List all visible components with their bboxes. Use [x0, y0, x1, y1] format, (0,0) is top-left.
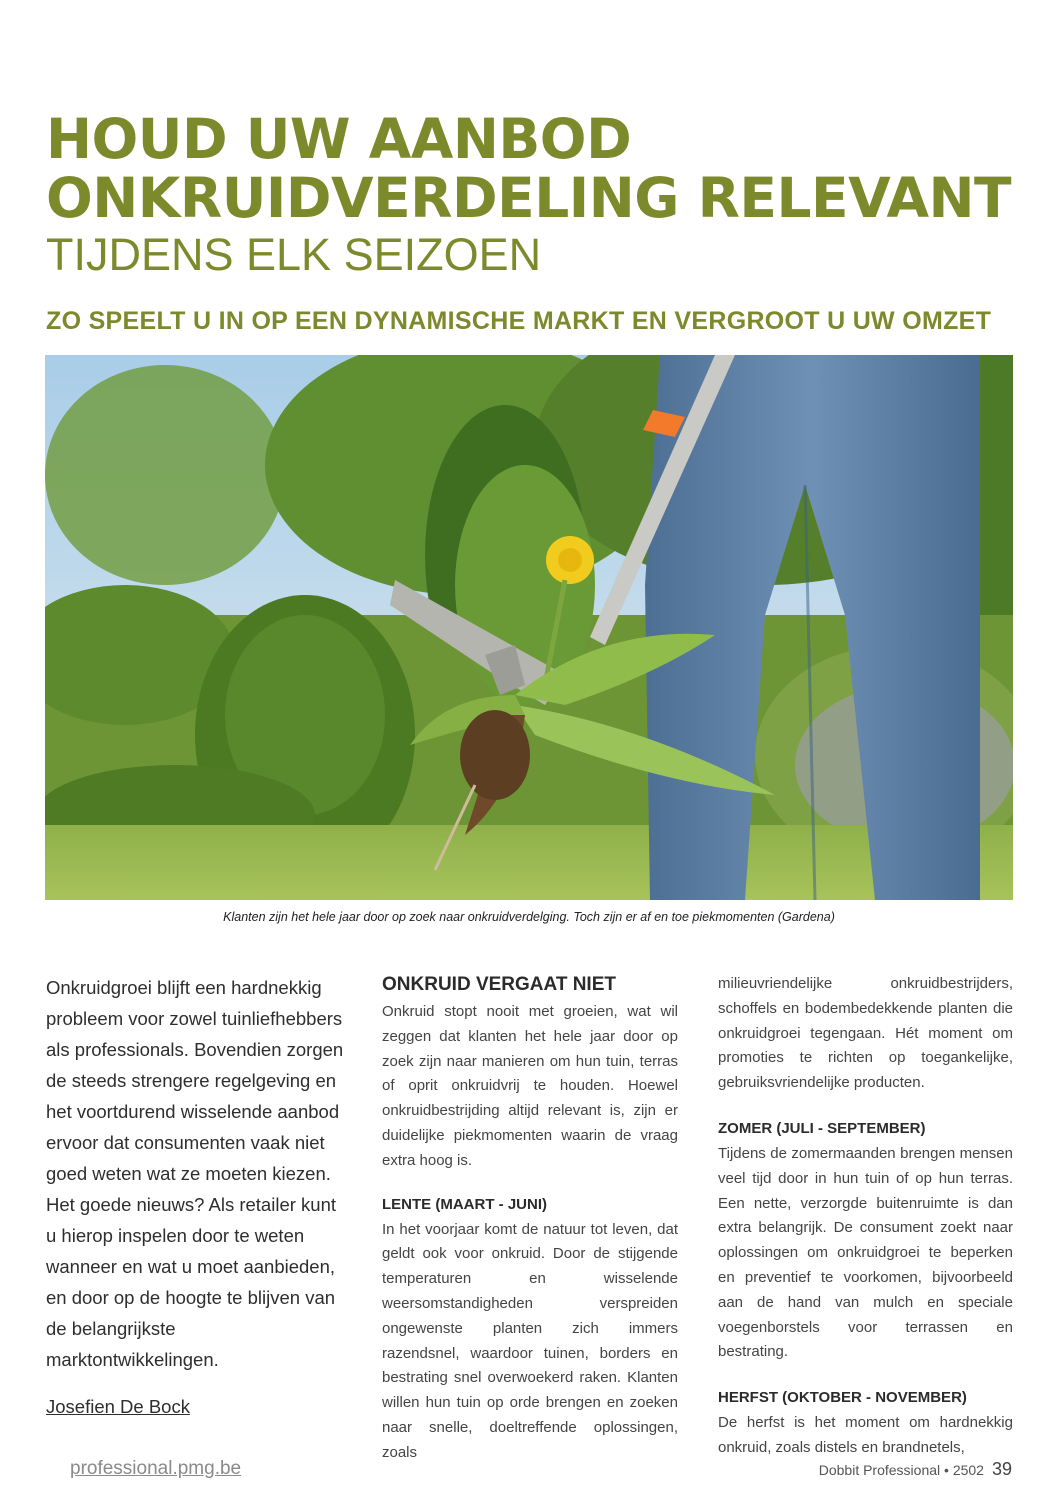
page-footer: [819, 1459, 1012, 1480]
article-column-3: [718, 972, 1013, 1461]
title-line-1: HOUD UW AANBOD: [46, 107, 632, 171]
spring-paragraph-continued: milieuvriendelijke onkruidbestrijders, schoffels en bodembedekkende planten die onkruidgroei tegengaan. Hét moment om promoties te richten op toegankelijke, gebruiksvriendelijke producten.: [718, 975, 1013, 1092]
article-title-light: TIJDENS ELK SEIZOEN: [46, 229, 542, 280]
section-heading-onkruid: ONKRUID VERGAAT NIET: [382, 974, 616, 995]
intro-column: [46, 972, 346, 1421]
hero-photo: [45, 355, 1013, 900]
summer-paragraph: Tijdens de zomermaanden brengen mensen veel tijd door in hun tuin of op hun terras. Een nette, verzorgde buitenruimte is dan extra belangrijk. De consument zoekt naar oplossingen om onkruidgroei te beperken en preventief te voorkomen, bijvoorbeeld aan de hand van mulch en speciale voegenborstels voor terrassen en bestrating.: [718, 1144, 1013, 1361]
website-link[interactable]: professional.pmg.be: [70, 1458, 242, 1479]
title-line-2: ONKRUIDVERDELING RELEVANT: [46, 166, 1012, 230]
autumn-paragraph: De herfst is het moment om hardnekkig onkruid, zoals distels en brandnetels,: [718, 1414, 1013, 1456]
lead-paragraph: Onkruid stopt nooit met groeien, wat wil zeggen dat klanten het hele jaar door op zoek zijn naar manieren om hun tuin, terras of oprit onkruidvrij te houden. Hoewel onkruidbestrijding altijd relevant is, zijn er duidelijke piekmomenten waarin de vraag extra hoog is.: [382, 1003, 678, 1169]
article-column-2: [382, 972, 678, 1466]
intro-paragraph: Onkruidgroei blijft een hardnekkig probleem voor zowel tuinliefhebbers als professionals. Bovendien zorgen de steeds strengere regelgeving en het voortdurend wisselende aanbod ervoor dat consumenten vaak niet goed weten wat ze moeten kiezen. Het goede nieuws? Als retailer kunt u hierop inspelen door te weten wanneer en wat u moet aanbieden, en door op de hoogte te blijven van de belangrijkste marktontwikkelingen.: [46, 977, 344, 1370]
author-name[interactable]: Josefien De Bock: [46, 1396, 190, 1417]
article-subtitle: ZO SPEELT U IN OP EEN DYNAMISCHE MARKT EN VERGROOT U UW OMZET: [46, 307, 992, 335]
photo-caption: Klanten zijn het hele jaar door op zoek naar onkruidverdelging. Toch zijn er af en toe piekmomenten (Gardena): [223, 910, 835, 924]
section-heading-herfst: HERFST (OKTOBER - NOVEMBER): [718, 1389, 967, 1407]
section-heading-lente: LENTE (MAART - JUNI): [382, 1195, 547, 1213]
garden-weeding-illustration: [45, 355, 1013, 900]
spring-paragraph: In het voorjaar komt de natuur tot leven, dat geldt ook voor onkruid. Door de stijgende temperaturen en wisselende weersomstandigheden verspreiden ongewenste planten zich immers razendsnel, waardoor tuinen, borders en bestrating snel overwoekerd raken. Klanten willen hun tuin op orde brengen en zoeken naar snelle, doeltreffende oplossingen, zoals: [382, 1220, 678, 1461]
section-heading-zomer: ZOMER (JULI - SEPTEMBER): [718, 1119, 926, 1137]
publication-label: Dobbit Professional • 2502: [818, 1462, 984, 1478]
article-title: [46, 107, 1012, 230]
page-number: 39: [991, 1459, 1012, 1479]
